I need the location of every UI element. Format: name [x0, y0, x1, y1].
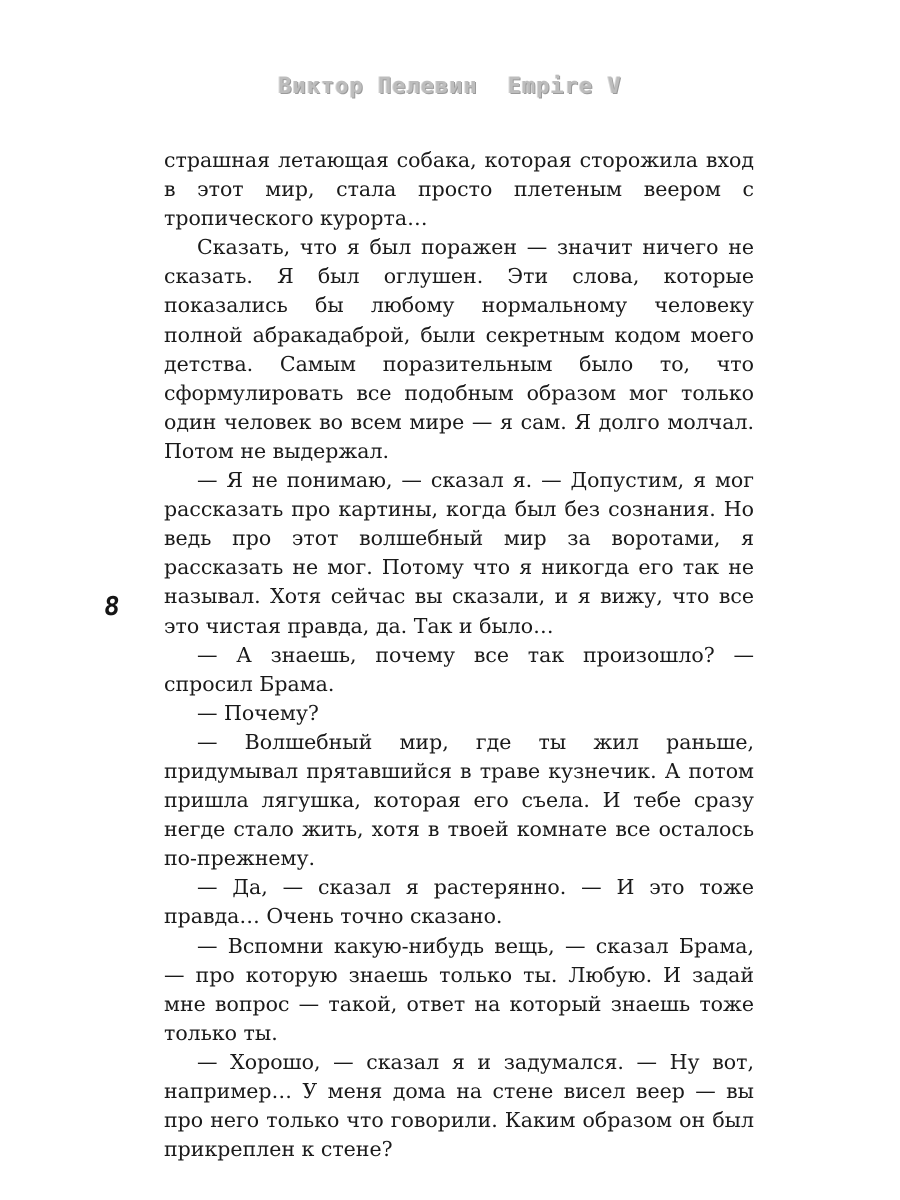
paragraph: — А знаешь, почему все так произошло? — спросил Брама.	[164, 642, 754, 696]
paragraph: — Да, — сказал я растерянно. — И это тоже правда… Очень точно сказано.	[164, 875, 754, 929]
header-book-title: Empire V	[507, 74, 622, 99]
header-author: Виктор Пелевин	[278, 74, 478, 99]
paragraph: — Волшебный мир, где ты жил раньше, придумывал прятавшийся в траве кузнечик. А потом пришла лягушка, которая его съела. И тебе сразу негде стало жить, хотя в твоей комнате все осталось по-прежнему.	[164, 729, 754, 871]
running-header	[0, 74, 900, 99]
body-text	[164, 146, 754, 1164]
paragraph: — Почему?	[197, 700, 319, 725]
paragraph: страшная летающая собака, которая сторожила вход в этот мир, стала просто плетеным веером с тропического курорта…	[164, 148, 754, 231]
page-number: 8	[102, 592, 122, 622]
paragraph: Сказать, что я был поражен — значит ничего не сказать. Я был оглушен. Эти слова, которые показались бы любому нормальному человеку полной абракадаброй, были секретным кодом моего детства. Самым поразительным было то, что сформулировать все подобным образом мог только один человек во всем мире — я сам. Я долго молчал. Потом не выдержал.	[164, 235, 754, 463]
paragraph: — Хорошо, — сказал я и задумался. — Ну вот, например… У меня дома на стене висел веер — вы про него только что говорили. Каким образом он был прикреплен к стене?	[164, 1049, 754, 1162]
paragraph: — Я не понимаю, — сказал я. — Допустим, я мог рассказать про картины, когда был без сознания. Но ведь про этот волшебный мир за воротами, я рассказать не мог. Потому что я никогда его так не называл. Хотя сейчас вы сказали, и я вижу, что все это чистая правда, да. Так и было…	[164, 468, 754, 638]
paragraph: — Вспомни какую-нибудь вещь, — сказал Брама, — про которую знаешь только ты. Любую. И задай мне вопрос — такой, ответ на который знаешь тоже только ты.	[164, 933, 754, 1045]
